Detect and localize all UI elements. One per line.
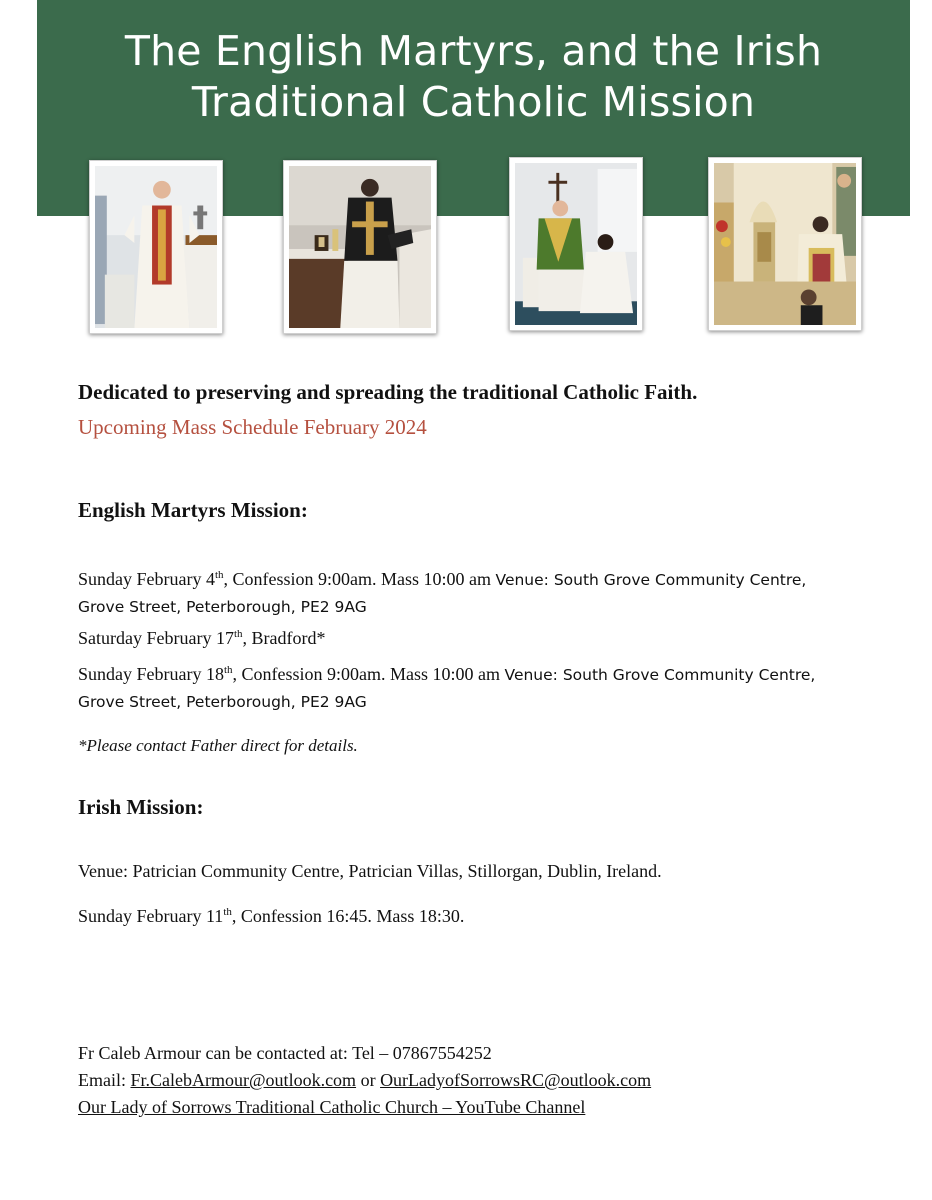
email-link-parish[interactable]: OurLadyofSorrowsRC@outlook.com	[380, 1070, 652, 1090]
youtube-channel-link[interactable]: Our Lady of Sorrows Traditional Catholic Church – YouTube Channel	[78, 1097, 586, 1117]
contact-father-note: *Please contact Father direct for details.	[78, 736, 358, 755]
mission-tagline: Dedicated to preserving and spreading the traditional Catholic Faith.	[78, 380, 698, 404]
irish-venue: Venue: Patrician Community Centre, Patrician Villas, Stillorgan, Dublin, Ireland.	[78, 861, 662, 881]
contact-phone-line: Fr Caleb Armour can be contacted at: Tel – 07867554252	[78, 1043, 492, 1063]
priest-green-vestment-photo	[509, 157, 643, 331]
schedule-title: Upcoming Mass Schedule February 2024	[78, 415, 427, 439]
priest-at-altar-photo	[89, 160, 223, 334]
contact-email-line: Email: Fr.CalebArmour@outlook.com or OurLadyofSorrowsRC@outlook.com	[78, 1070, 652, 1090]
page-title	[37, 26, 910, 128]
priest-black-vestment-photo	[283, 160, 437, 334]
english-mission-heading: English Martyrs Mission:	[78, 498, 308, 522]
email-link-father[interactable]: Fr.CalebArmour@outlook.com	[130, 1070, 357, 1090]
title-line-2: Traditional Catholic Mission	[191, 78, 756, 126]
irish-mass-entry: Sunday February 11th, Confession 16:45. Mass 18:30.	[78, 906, 465, 926]
english-mass-entry-3: Sunday February 18th, Confession 9:00am. Mass 10:00 am Venue: South Grove Community Centre, Grove Street, Peterborough, PE2 9AG	[78, 664, 816, 711]
title-line-1: The English Martyrs, and the Irish	[124, 27, 823, 75]
english-mass-entry-1: Sunday February 4th, Confession 9:00am. Mass 10:00 am Venue: South Grove Community Centre, Grove Street, Peterborough, PE2 9AG	[78, 569, 807, 616]
ornate-altar-photo	[708, 157, 862, 331]
irish-mission-heading: Irish Mission:	[78, 795, 204, 819]
english-mass-entry-2: Saturday February 17th, Bradford*	[78, 628, 326, 648]
